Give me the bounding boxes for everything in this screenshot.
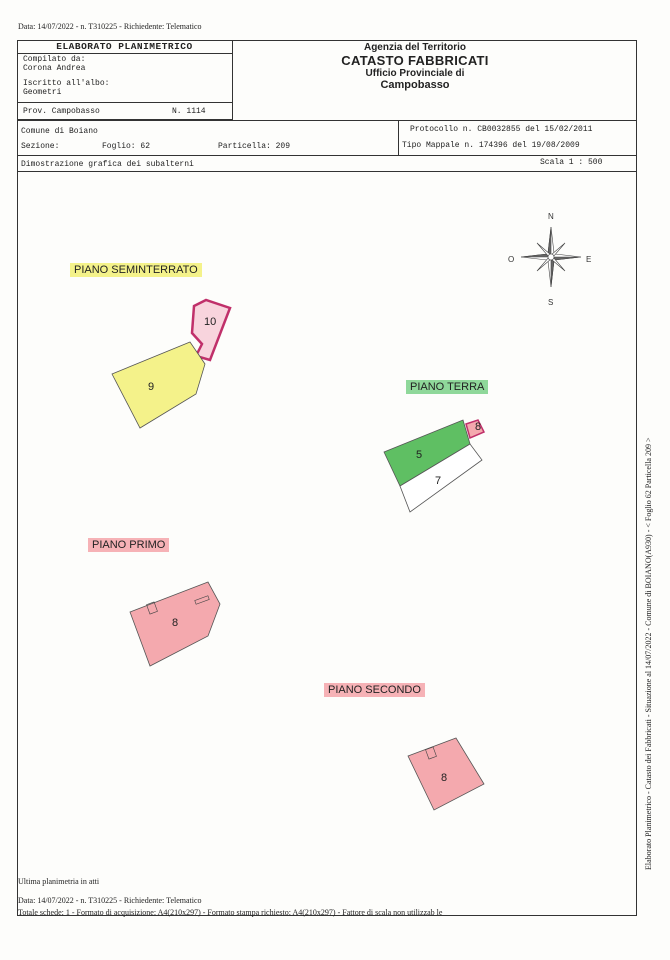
unit-8-primo-label: 8 — [172, 617, 179, 629]
unit-5-label: 5 — [416, 449, 423, 461]
provincia-value: Prov. Campobasso — [23, 107, 100, 116]
label-piano-seminterrato: PIANO SEMINTERRATO — [70, 263, 202, 277]
compilato-name: Corona Andrea — [23, 64, 86, 73]
tipo-mappale-value: Tipo Mappale n. 174396 del 19/08/2009 — [402, 141, 580, 150]
label-piano-terra: PIANO TERRA — [406, 380, 488, 394]
document-title: ELABORATO PLANIMETRICO — [17, 40, 232, 54]
compilato-label: Compilato da: — [23, 55, 86, 64]
albo-value: Geometri — [23, 88, 62, 97]
particella-value: Particella: 209 — [218, 142, 291, 151]
unit-8-terra-label: 8 — [475, 421, 482, 433]
unit-7-label: 7 — [435, 475, 442, 487]
sezione-label: Sezione: — [21, 142, 60, 151]
label-piano-primo: PIANO PRIMO — [88, 538, 169, 552]
compass-n: N — [548, 212, 554, 221]
unit-10-shape — [192, 300, 230, 360]
ultima-planimetria-text: Ultima planimetria in atti — [18, 877, 100, 886]
comune-value: Comune di Boiano — [21, 127, 98, 136]
dimostrazione-label: Dimostrazione grafica dei subalterni — [21, 160, 194, 169]
protocollo-value: Protocollo n. CB0032855 del 15/02/2011 — [410, 125, 593, 134]
iscritto-label: Iscritto all'albo: — [23, 79, 110, 88]
numero-albo: N. 1114 — [172, 107, 206, 116]
scala-value: Scala 1 : 500 — [540, 158, 603, 167]
side-vertical-text: Elaborato Planimetrico - Catasto dei Fabbricati - Situazione al 14/07/2022 - Comune di BOIANO(A930) - < Foglio 62 Particella 209 > — [644, 437, 653, 870]
compass-o: O — [508, 255, 515, 264]
unit-8-secondo-label: 8 — [441, 772, 448, 784]
footer-data-text: Data: 14/07/2022 - n. T310225 - Richiedente: Telematico — [18, 896, 202, 905]
ufficio-city: Campobasso — [380, 79, 450, 91]
unit-10-label: 10 — [204, 316, 217, 328]
ufficio-label: Ufficio Provinciale di — [365, 68, 465, 79]
unit-9-label: 9 — [148, 381, 155, 393]
unit-9-shape — [112, 342, 205, 428]
top-meta-text: Data: 14/07/2022 - n. T310225 - Richiedente: Telematico — [18, 22, 202, 31]
agency-name: Agenzia del Territorio — [363, 42, 467, 53]
compass-s: S — [548, 298, 554, 307]
compass-e: E — [586, 255, 592, 264]
footer-totale-text: Totale schede: 1 - Formato di acquisizione: A4(210x297) - Formato stampa richiesto: A4(210x297) - Fattore di scala non utilizzab le — [18, 908, 443, 917]
foglio-value: Foglio: 62 — [102, 142, 151, 151]
label-piano-secondo: PIANO SECONDO — [324, 683, 425, 697]
catasto-title: CATASTO FABBRICATI — [341, 53, 489, 68]
